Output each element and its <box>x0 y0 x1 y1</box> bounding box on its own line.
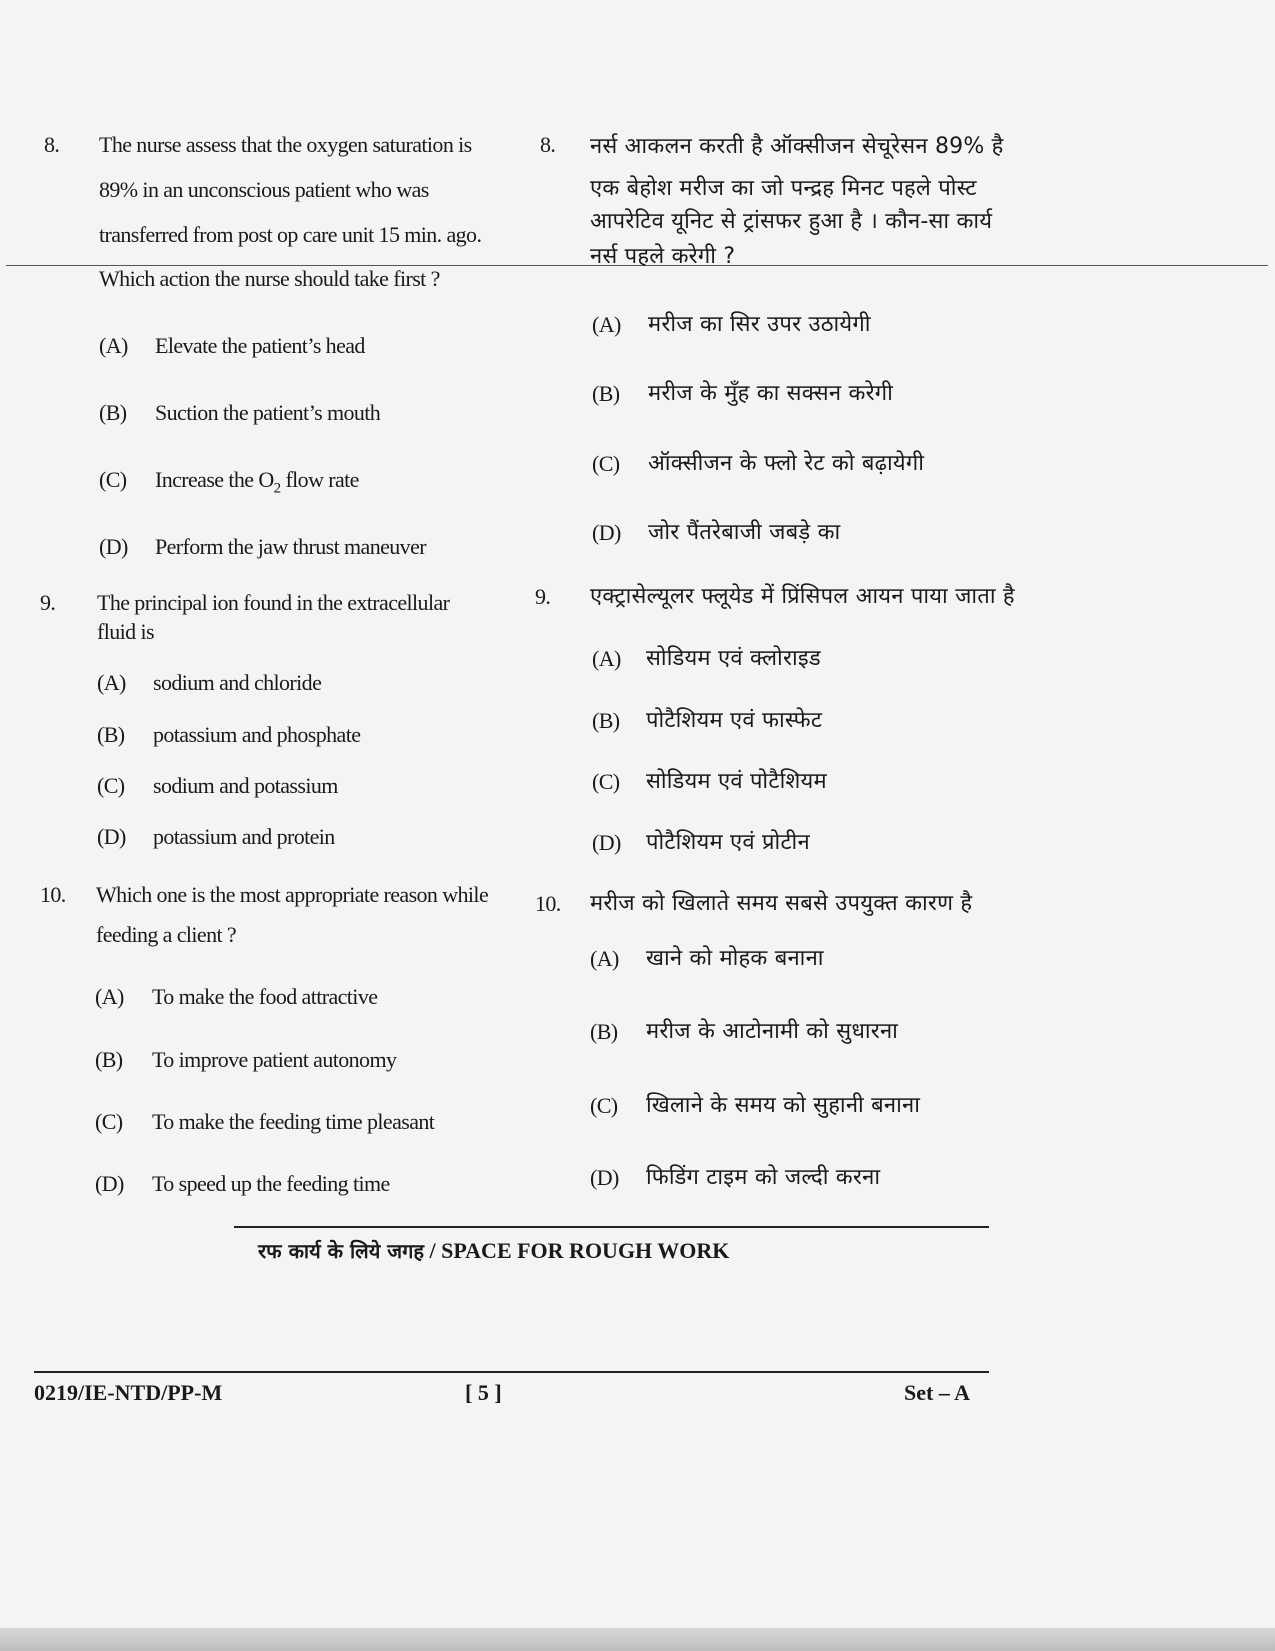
q10-option-a-letter: (A) <box>95 984 124 1009</box>
q8-line-3: transferred from post op care unit 15 min. ago. <box>99 222 482 247</box>
hi-q8-line-3: आपरेटिव यूनिट से ट्रांसफर हुआ है । कौन-सा कार्य <box>590 209 993 234</box>
hi-q9-line-1: एक्ट्रासेल्यूलर फ्लूयेड में प्रिंसिपल आयन पाया जाता है <box>590 584 1015 609</box>
hi-q9-option-d-letter: (D) <box>592 830 621 855</box>
page-number: [ 5 ] <box>465 1380 502 1405</box>
hi-q8-option-b: मरीज के मुँह का सक्सन करेगी <box>648 381 894 406</box>
q8-option-a-letter: (A) <box>99 333 128 358</box>
q10-option-a: To make the food attractive <box>152 984 378 1009</box>
hi-q10-option-a-letter: (A) <box>590 946 619 971</box>
q10-option-c: To make the feeding time pleasant <box>152 1109 435 1134</box>
q9-option-b: potassium and phosphate <box>153 722 361 747</box>
q9-option-d: potassium and protein <box>153 824 335 849</box>
hi-q10-option-c: खिलाने के समय को सुहानी बनाना <box>646 1093 921 1118</box>
q9-option-d-letter: (D) <box>97 824 126 849</box>
hi-q9-option-c-letter: (C) <box>592 769 620 794</box>
hi-q8-line-2: एक बेहोश मरीज का जो पन्द्रह मिनट पहले पोस्ट <box>590 176 977 201</box>
q8-option-c: Increase the $O_2$ flow rate <box>155 467 359 497</box>
q10-option-b: To improve patient autonomy <box>152 1047 397 1072</box>
hi-q8-option-a: मरीज का सिर उपर उठायेगी <box>648 312 871 337</box>
q8-line-4: Which action the nurse should take first ? <box>99 266 440 291</box>
q8-option-b-letter: (B) <box>99 400 127 425</box>
paper-code: 0219/IE-NTD/PP-M <box>34 1380 223 1405</box>
q9-line-1: The principal ion found in the extracellular <box>97 590 450 615</box>
q10-line-1: Which one is the most appropriate reason while <box>96 882 489 907</box>
q8-line-1: The nurse assess that the oxygen saturation is <box>99 132 472 157</box>
hi-q10-option-c-letter: (C) <box>590 1093 618 1118</box>
q8-option-d-letter: (D) <box>99 534 128 559</box>
rough-work-top-rule <box>234 1226 989 1228</box>
hi-q9-option-b: पोटैशियम एवं फास्फेट <box>646 708 823 733</box>
footer-rule <box>34 1371 989 1373</box>
q9-line-2: fluid is <box>97 619 154 644</box>
hi-q9-option-a: सोडियम एवं क्लोराइड <box>646 646 821 671</box>
hi-q9-option-d: पोटैशियम एवं प्रोटीन <box>646 830 810 855</box>
q10-option-c-letter: (C) <box>95 1109 123 1134</box>
hi-q9-option-b-letter: (B) <box>592 708 620 733</box>
q10-line-2: feeding a client ? <box>96 922 237 947</box>
q10-option-d: To speed up the feeding time <box>152 1171 390 1196</box>
hi-q8-number: 8. <box>540 132 556 157</box>
hi-q10-option-d: फिडिंग टाइम को जल्दी करना <box>646 1165 881 1190</box>
set-label: Set – A <box>904 1380 970 1405</box>
hi-q9-option-c: सोडियम एवं पोटैशियम <box>646 769 827 794</box>
hi-q8-line-4: नर्स पहले करेगी ? <box>590 244 736 269</box>
hi-q8-option-b-letter: (B) <box>592 381 620 406</box>
q10-option-b-letter: (B) <box>95 1047 123 1072</box>
hi-q10-line-1: मरीज को खिलाते समय सबसे उपयुक्त कारण है <box>590 891 973 916</box>
q9-number: 9. <box>40 590 56 615</box>
q9-option-a: sodium and chloride <box>153 670 322 695</box>
q9-option-c-letter: (C) <box>97 773 125 798</box>
q10-option-d-letter: (D) <box>95 1171 124 1196</box>
q8-line-2: 89% in an unconscious patient who was <box>99 177 429 202</box>
hi-q9-number: 9. <box>535 584 551 609</box>
q8-option-a: Elevate the patient’s head <box>155 333 365 358</box>
hi-q9-option-a-letter: (A) <box>592 646 621 671</box>
rough-work-heading: रफ कार्य के लिये जगह / SPACE FOR ROUGH WORK <box>258 1238 730 1263</box>
hi-q10-option-d-letter: (D) <box>590 1165 619 1190</box>
scan-bottom-edge <box>0 1628 1275 1651</box>
hi-q8-option-c-letter: (C) <box>592 451 620 476</box>
hi-q10-option-b: मरीज के आटोनामी को सुधारना <box>646 1019 899 1044</box>
hi-q10-option-a: खाने को मोहक बनाना <box>646 946 824 971</box>
hi-q8-option-d: जोर पैंतरेबाजी जबड़े का <box>648 520 841 545</box>
hi-q10-option-b-letter: (B) <box>590 1019 618 1044</box>
q8-option-b: Suction the patient’s mouth <box>155 400 381 425</box>
q9-option-a-letter: (A) <box>97 670 126 695</box>
q10-number: 10. <box>40 882 66 907</box>
q9-option-c: sodium and potassium <box>153 773 338 798</box>
q9-option-b-letter: (B) <box>97 722 125 747</box>
hi-q8-option-c: ऑक्सीजन के फ्लो रेट को बढ़ायेगी <box>648 451 925 476</box>
hi-q8-option-a-letter: (A) <box>592 312 621 337</box>
q8-number: 8. <box>44 132 60 157</box>
q8-option-d: Perform the jaw thrust maneuver <box>155 534 426 559</box>
hi-q8-line-1: नर्स आकलन करती है ऑक्सीजन सेचूरेसन 89% है <box>590 134 1004 159</box>
hi-q8-option-d-letter: (D) <box>592 520 621 545</box>
q8-option-c-letter: (C) <box>99 467 127 492</box>
hi-q10-number: 10. <box>535 891 561 916</box>
